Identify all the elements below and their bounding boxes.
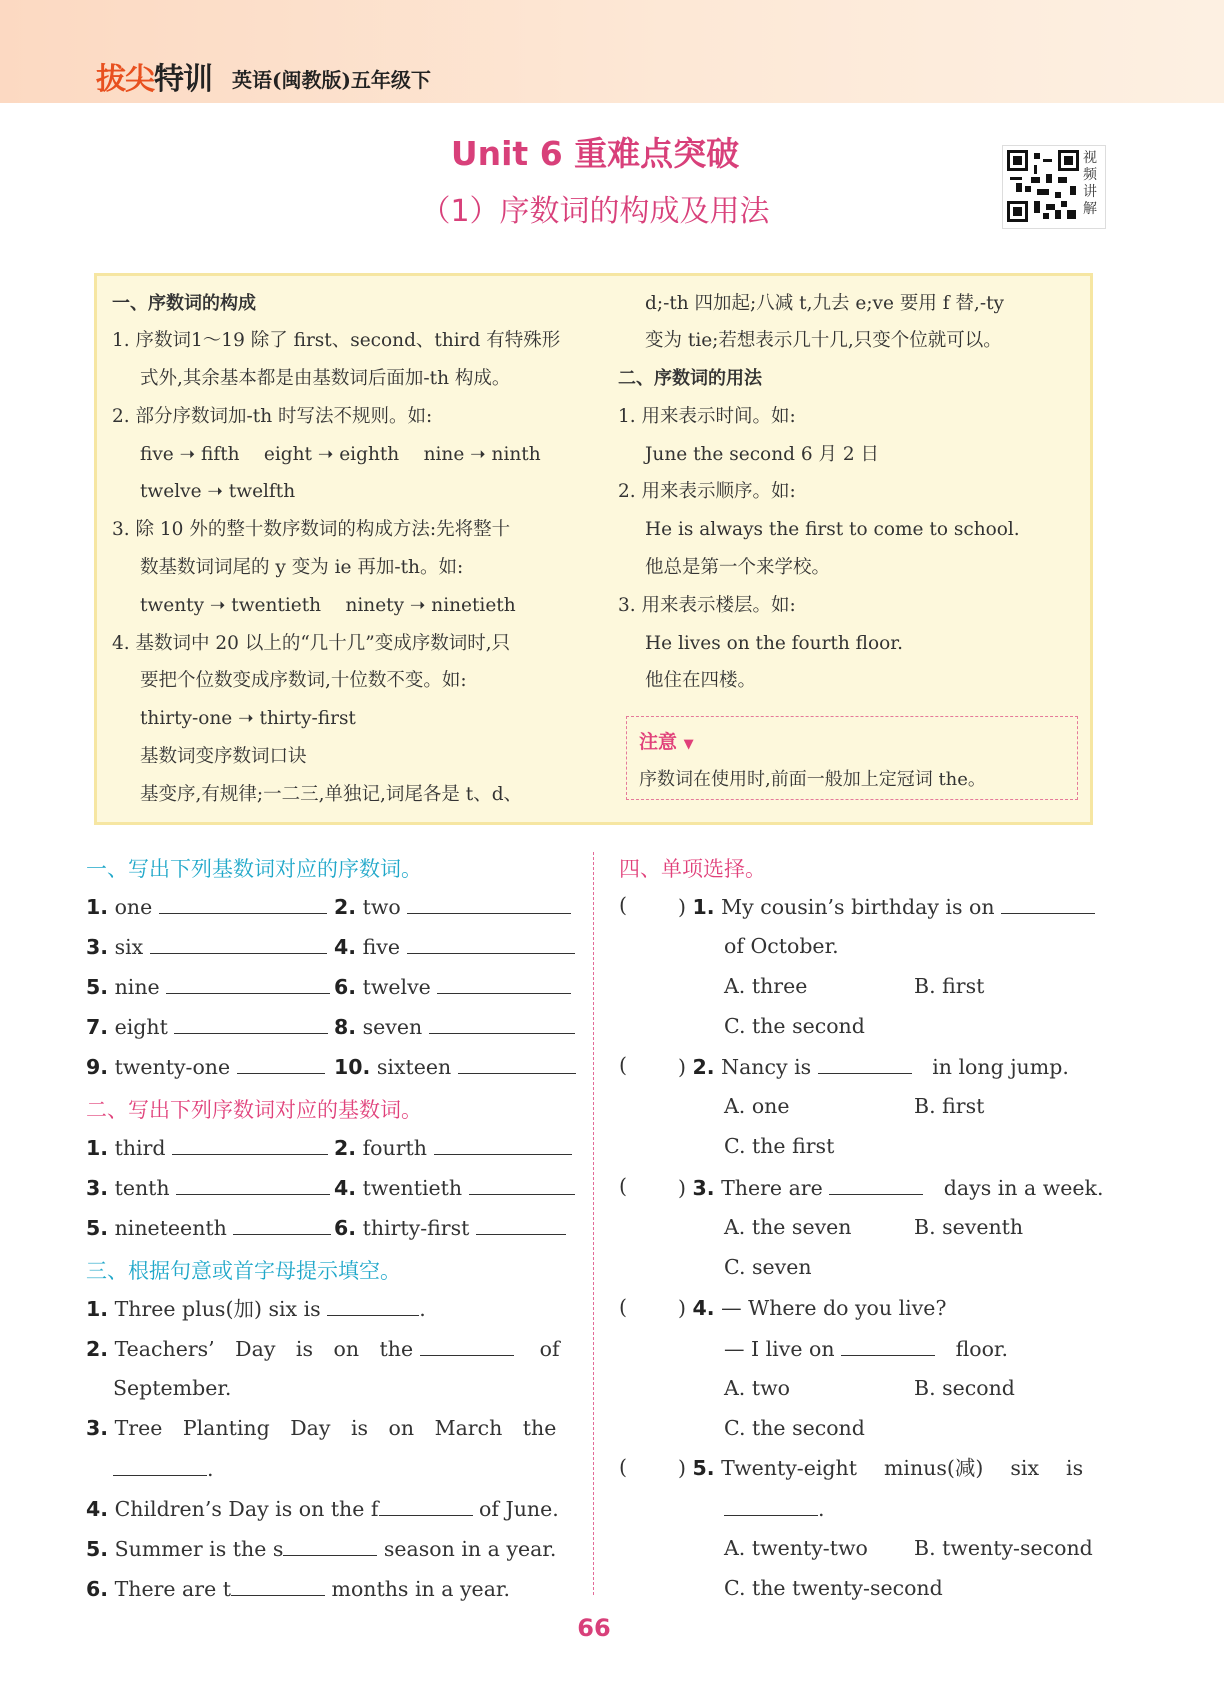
exercise-item: 6. thirty-first	[334, 1214, 566, 1241]
box-text: 要把个位数变成序数词,十位数不变。如:	[140, 670, 467, 691]
triangle-down-icon: ▼	[683, 737, 694, 752]
answer-blank[interactable]	[172, 1134, 328, 1155]
answer-blank[interactable]	[724, 1495, 818, 1516]
fill-question-2-cont: September.	[113, 1376, 232, 1400]
answer-blank[interactable]	[150, 933, 327, 954]
option-c[interactable]: C. seven	[724, 1255, 812, 1279]
option-a[interactable]: A. three	[724, 974, 808, 998]
box-text: 式外,其余基本都是由基数词后面加-th 构成。	[140, 368, 511, 389]
answer-paren-open[interactable]: (	[619, 1455, 627, 1479]
answer-blank[interactable]	[113, 1455, 207, 1476]
mc-question-4-cont: — I live on floor.	[724, 1337, 1008, 1361]
option-c[interactable]: C. the second	[724, 1416, 865, 1440]
exercise-item: 6. twelve	[334, 973, 571, 1000]
exercise-item: 3. six	[86, 933, 327, 960]
box-text: 他总是第一个来学校。	[645, 557, 831, 578]
box-text: five ➝ fifth eight ➝ eighth nine ➝ ninth	[140, 444, 541, 465]
qr-label: 视频讲解	[1083, 150, 1097, 217]
option-a[interactable]: A. the seven	[724, 1215, 852, 1239]
fill-question-1: 1. Three plus(加) six is .	[86, 1297, 426, 1321]
mc-question-5: ) 5. Twenty-eight minus(减) six is	[678, 1456, 1084, 1480]
section4-heading: 四、单项选择。	[619, 857, 766, 881]
option-a[interactable]: A. two	[724, 1376, 790, 1400]
mc-question-1: ) 1. My cousin’s birthday is on	[678, 893, 1095, 920]
option-c[interactable]: C. the first	[724, 1134, 835, 1158]
exercise-item: 1. one	[86, 893, 327, 920]
box-text: 他住在四楼。	[645, 670, 757, 691]
note-text: 序数词在使用时,前面一般加上定冠词 the。	[639, 769, 986, 790]
box-text: 2. 部分序数词加-th 时写法不规则。如:	[112, 406, 433, 427]
exercise-item: 4. five	[334, 933, 575, 960]
exercise-item: 9. twenty-one	[86, 1053, 325, 1080]
section3-heading: 三、根据句意或首字母提示填空。	[86, 1259, 401, 1283]
mc-question-1-cont: of October.	[724, 934, 839, 958]
answer-blank[interactable]	[231, 1575, 325, 1596]
box-text: 基数词变序数词口诀	[140, 746, 307, 767]
answer-blank[interactable]	[237, 1053, 325, 1074]
mc-question-2: ) 2. Nancy is in long jump.	[678, 1055, 1069, 1079]
option-b[interactable]: B. first	[914, 1094, 985, 1118]
qr-code-icon	[1007, 150, 1079, 222]
exercise-item: 1. third	[86, 1134, 328, 1161]
answer-blank[interactable]	[407, 933, 575, 954]
box-text: 4. 基数词中 20 以上的“几十几”变成序数词时,只	[112, 633, 511, 654]
box-text: 变为 tie;若想表示几十几,只变个位就可以。	[645, 330, 1002, 351]
answer-blank[interactable]	[458, 1053, 576, 1074]
box-text: He lives on the fourth floor.	[645, 633, 903, 654]
answer-blank[interactable]	[174, 1013, 328, 1034]
exercise-item: 7. eight	[86, 1013, 328, 1040]
option-b[interactable]: B. seventh	[914, 1215, 1024, 1239]
fill-question-4: 4. Children’s Day is on the f of June.	[86, 1497, 559, 1521]
answer-blank[interactable]	[829, 1174, 923, 1195]
box-text: twelve ➝ twelfth	[140, 481, 296, 502]
answer-blank[interactable]	[159, 893, 327, 914]
answer-paren-open[interactable]: (	[619, 1053, 627, 1077]
box-text: twenty ➝ twentieth ninety ➝ ninetieth	[140, 595, 516, 616]
fill-question-3-cont: .	[113, 1455, 214, 1482]
answer-blank[interactable]	[327, 1295, 419, 1316]
page-subtitle: （1）序数词的构成及用法	[420, 194, 770, 229]
option-b[interactable]: B. twenty-second	[914, 1536, 1093, 1560]
box-text: 数基数词词尾的 y 变为 ie 再加-th。如:	[140, 557, 464, 578]
answer-blank[interactable]	[283, 1535, 377, 1556]
note-box	[626, 716, 1078, 800]
box-text: 3. 除 10 外的整十数序数词的构成方法:先将整十	[112, 519, 511, 540]
mc-question-3: ) 3. There are days in a week.	[678, 1176, 1104, 1200]
box-text: thirty-one ➝ thirty-first	[140, 708, 356, 729]
answer-blank[interactable]	[1001, 893, 1095, 914]
answer-blank[interactable]	[841, 1335, 935, 1356]
option-b[interactable]: B. first	[914, 974, 985, 998]
answer-blank[interactable]	[437, 973, 571, 994]
answer-blank[interactable]	[407, 893, 571, 914]
section2-heading: 二、写出下列序数词对应的基数词。	[86, 1098, 422, 1122]
option-c[interactable]: C. the twenty-second	[724, 1576, 943, 1600]
mc-question-5-cont: .	[724, 1495, 825, 1522]
section1-heading: 一、写出下列基数词对应的序数词。	[86, 857, 422, 881]
option-a[interactable]: A. twenty-two	[724, 1536, 868, 1560]
exercise-item: 3. tenth	[86, 1174, 330, 1201]
box-text: 基变序,有规律;一二三,单独记,词尾各是 t、d、	[140, 784, 523, 805]
answer-blank[interactable]	[476, 1214, 566, 1235]
book-subject: 英语(闽教版)五年级下	[232, 68, 431, 92]
qr-code[interactable]	[1002, 145, 1106, 229]
option-c[interactable]: C. the second	[724, 1014, 865, 1038]
answer-blank[interactable]	[379, 1495, 473, 1516]
header-band	[0, 0, 1224, 103]
answer-blank[interactable]	[166, 973, 330, 994]
page-number: 66	[577, 1614, 611, 1642]
page-title: Unit 6 重难点突破	[450, 134, 740, 173]
mc-question-4: ) 4. — Where do you live?	[678, 1296, 947, 1320]
box-text: He is always the first to come to school.	[645, 519, 1020, 540]
box-heading-2: 二、序数词的用法	[618, 368, 762, 389]
box-text: 1. 用来表示时间。如:	[618, 406, 796, 427]
fill-question-3: 3. Tree Planting Day is on March the	[86, 1416, 557, 1440]
answer-blank[interactable]	[429, 1013, 575, 1034]
box-heading-1: 一、序数词的构成	[112, 293, 256, 314]
box-text: 1. 序数词1～19 除了 first、second、third 有特殊形	[112, 330, 561, 351]
exercise-item: 2. two	[334, 893, 571, 920]
fill-question-5: 5. Summer is the s season in a year.	[86, 1537, 557, 1561]
option-a[interactable]: A. one	[724, 1094, 790, 1118]
answer-blank[interactable]	[176, 1174, 330, 1195]
exercise-item: 5. nine	[86, 973, 330, 1000]
fill-question-6: 6. There are t months in a year.	[86, 1577, 510, 1601]
note-title: 注意 ▼	[639, 731, 694, 753]
answer-paren-open[interactable]: (	[619, 1174, 627, 1198]
box-text: June the second 6 月 2 日	[645, 444, 880, 465]
box-text: 3. 用来表示楼层。如:	[618, 595, 796, 616]
column-divider	[593, 852, 594, 1595]
answer-blank[interactable]	[420, 1335, 514, 1356]
answer-blank[interactable]	[818, 1053, 912, 1074]
exercise-item: 2. fourth	[334, 1134, 572, 1161]
answer-paren-open[interactable]: (	[619, 1295, 627, 1319]
exercise-item: 5. nineteenth	[86, 1214, 331, 1241]
fill-question-2: 2. Teachers’ Day is on the of	[86, 1337, 560, 1361]
answer-blank[interactable]	[469, 1174, 575, 1195]
box-text: 2. 用来表示顺序。如:	[618, 481, 796, 502]
option-b[interactable]: B. second	[914, 1376, 1015, 1400]
brand-logo: 拔尖特训	[96, 62, 212, 97]
exercise-item: 8. seven	[334, 1013, 575, 1040]
answer-blank[interactable]	[434, 1134, 572, 1155]
exercise-item: 10. sixteen	[334, 1053, 576, 1080]
exercise-item: 4. twentieth	[334, 1174, 575, 1201]
answer-paren-open[interactable]: (	[619, 893, 627, 917]
box-text: d;-th 四加起;八减 t,九去 e;ve 要用 f 替,-ty	[645, 293, 1004, 314]
answer-blank[interactable]	[233, 1214, 331, 1235]
